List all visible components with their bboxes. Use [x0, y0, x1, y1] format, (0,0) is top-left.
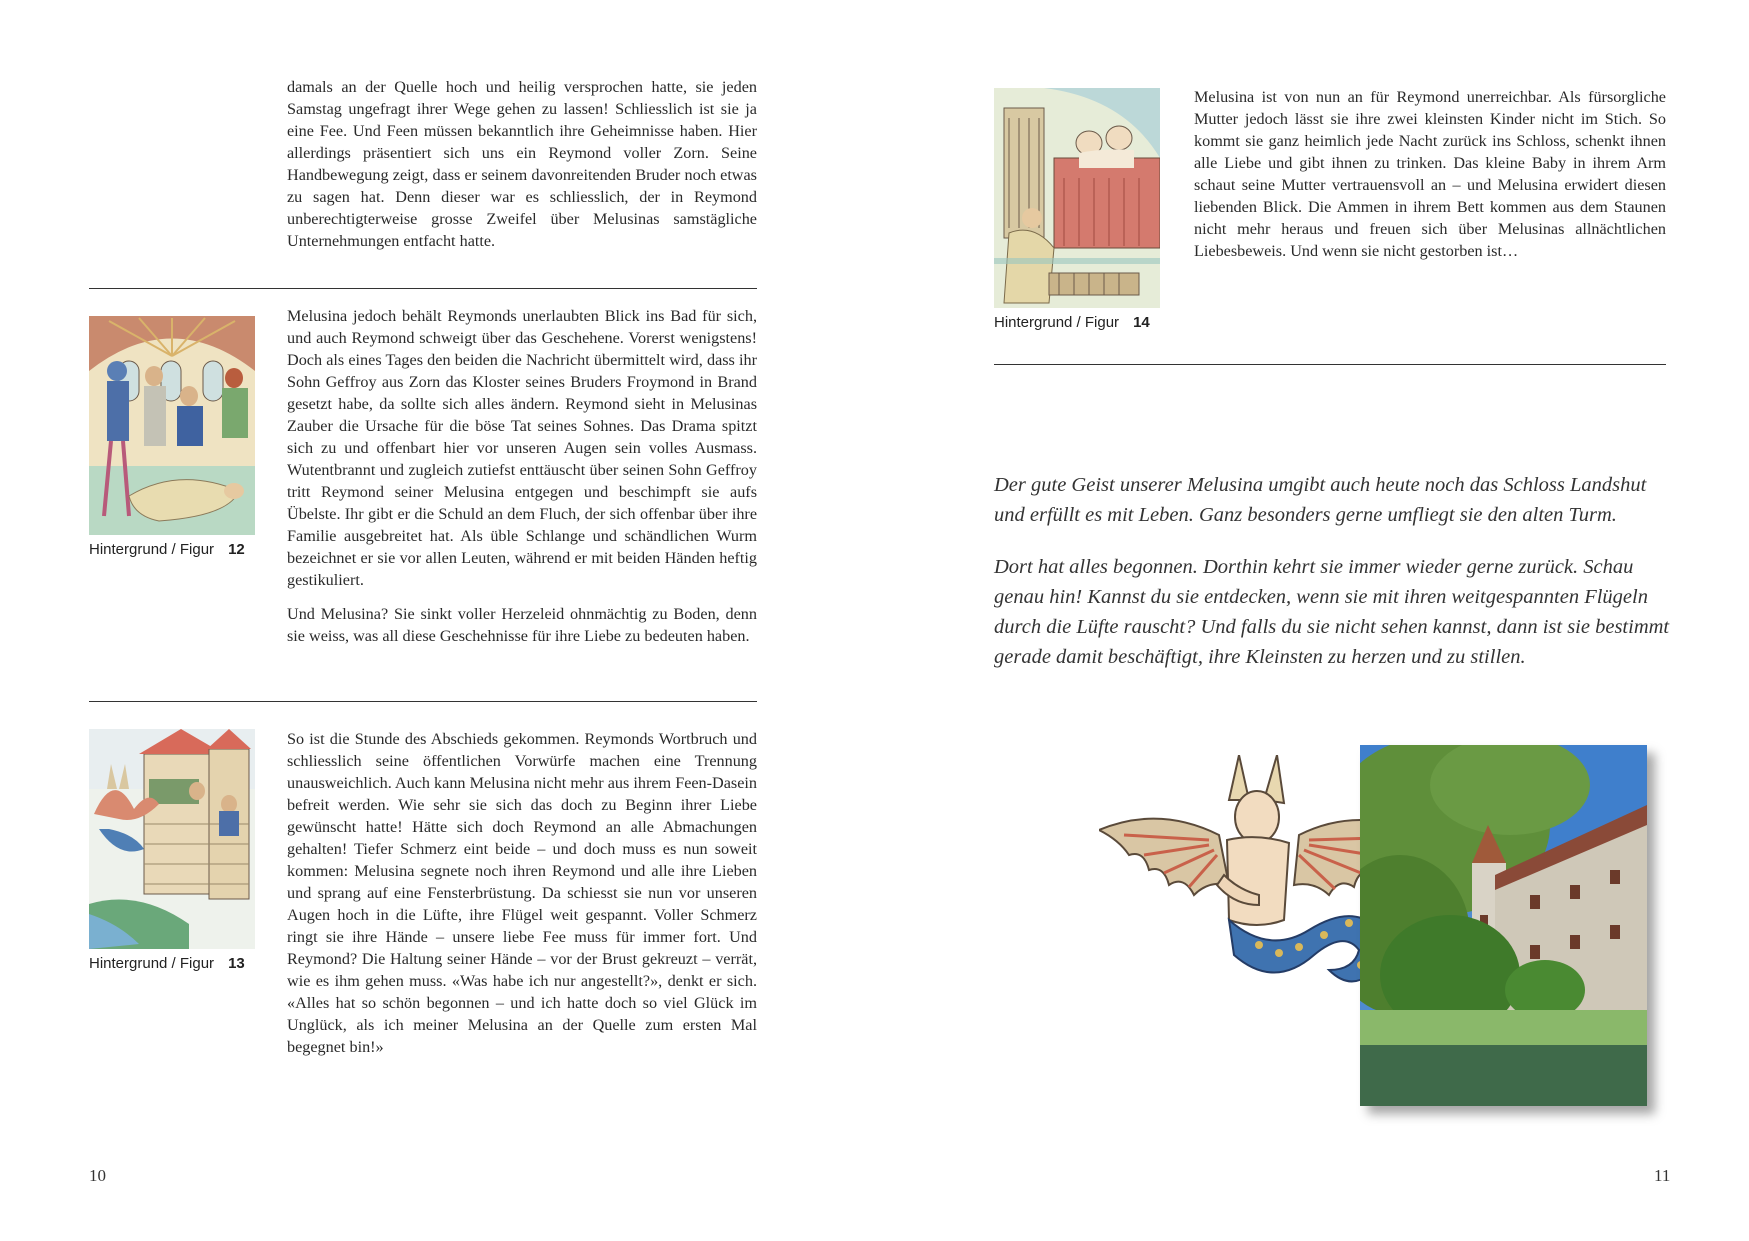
left-page — [0, 0, 874, 1241]
section-divider — [89, 288, 757, 289]
figure-14-caption — [994, 314, 1150, 331]
castle-landshut-photo — [1360, 745, 1647, 1106]
section-13-paragraph-1: So ist die Stunde des Abschieds gekommen. Reymonds Wortbruch und schliesslich seine öffentlichen Vorwürfe machen eine Trennung unausweichlich. Auch kann Melusina nicht mehr aus ihrem Feen-Dasein befreit werden. Wie sehr sie sich das doch zu Beginn ihrer Liebe gewünscht hatte! Hätte sich doch Reymond an alle Abmachungen gehalten! Tiefer Schmerz eint beide – und doch muss es nun soweit kommen: Melusina segnete noch ihren Reymond und alle ihre Lieben und sprang auf eine Fensterbrüstung. Da schiesst sie nun vor unseren Augen hoch in die Lüfte, ihre Flügel weit gespannt. Voller Schmerz ringt sie ihre Hände – unsere liebe Fee muss für immer fort. Und Reymond? Die Haltung seiner Hände – vor der Brust gekreuzt – verrät, wie es ihm gehen muss. «Was habe ich nur angestellt?», denkt er sich. «Alles hat so schön begonnen – und ich hatte doch so viel Glück im Unglück, als ich meiner Melusina an der Quelle zum ersten Mal begegnet bin!» — [287, 730, 757, 1056]
quote-paragraph-2: Dort hat alles begonnen. Dorthin kehrt sie immer wieder gerne zurück. Schau genau hin! Kannst du sie entdecken, wenn sie mit ihren weitgespannten Flügeln durch die Lüfte rauscht? Und falls du sie nicht sehen kannst, dann ist sie bestimmt gerade damit beschäftigt, ihre Kleinsten zu herzen und zu stillen. — [994, 556, 1670, 668]
caption-number: 12 — [228, 541, 245, 558]
caption-label: Hintergrund / Figur — [89, 541, 215, 558]
page-number-right: 11 — [1654, 1166, 1671, 1185]
figure-12-caption — [89, 541, 245, 558]
caption-label: Hintergrund / Figur — [89, 955, 215, 972]
right-page — [874, 0, 1749, 1241]
section-12-text — [287, 305, 757, 659]
quote-paragraph-1: Der gute Geist unserer Melusina umgibt auch heute noch das Schloss Landshut und erfüllt es mit Leben. Ganz besonders gerne umfliegt sie den alten Turm. — [994, 474, 1647, 526]
caption-label: Hintergrund / Figur — [994, 314, 1120, 331]
intro-paragraph: damals an der Quelle hoch und heilig versprochen hatte, sie jeden Samstag ungefragt ihrer Wege gehen zu lassen! Schliesslich ist sie ja eine Fee. Und Feen müssen bekanntlich ihre Geheimnisse haben. Hier allerdings präsentiert sich uns ein Reymond voller Zorn. Seine Handbewegung zeigt, dass er seinem davonreitenden Bruder noch etwas zu sagen hat. Denn dieser war es schliesslich, der in Reymond unberechtigterweise grosse Zweifel über Melusinas samstägliche Unternehmungen entfacht hatte. — [287, 78, 757, 250]
closing-quote — [994, 470, 1674, 694]
figure-14-illustration — [994, 88, 1160, 308]
caption-number: 14 — [1133, 314, 1150, 331]
section-divider — [994, 364, 1666, 365]
figure-13-illustration — [89, 729, 255, 949]
section-divider — [89, 701, 757, 702]
caption-number: 13 — [228, 955, 245, 972]
section-14-paragraph-1: Melusina ist von nun an für Reymond unerreichbar. Als fürsorgliche Mutter jedoch lässt sie ihre zwei kleinsten Kinder nicht im Stich. So kommt sie ganz heimlich jede Nacht zurück ins Schloss, schenkt ihnen alle Liebe und gibt ihnen zu trinken. Das kleine Baby in ihrem Arm schaut seine Mutter vertrauensvoll an – und Melusina erwidert diesen liebenden Blick. Die Ammen in ihrem Bett kommen aus dem Staunen nicht mehr heraus und freuen sich über Melusinas allnächtlichen Liebesbeweis. Und wenn sie nicht gestorben ist… — [1194, 88, 1666, 260]
figure-12-illustration — [89, 316, 255, 535]
figure-13-caption — [89, 955, 245, 972]
page-number-left: 10 — [89, 1166, 106, 1185]
section-12-paragraph-1: Melusina jedoch behält Reymonds unerlaubten Blick ins Bad für sich, und auch Reymond schweigt über das Geschehene. Vorerst wenigstens! Doch als eines Tages den beiden die Nachricht übermittelt wird, dass ihr Sohn Geffroy aus Zorn das Kloster seines Bruders Froymond in Brand gesetzt habe, da sollte sich alles ändern. Reymond sieht in Melusinas Zauber die Ursache für die böse Tat seines Sohnes. Das Drama spitzt sich zu und offenbart hier vor unseren Augen sein volles Ausmass. Wutentbrannt und zugleich zutiefst enttäuscht über seinen Sohn Geffroy tritt Reymond seiner Melusina entgegen und beschimpft sie aufs Übelste. Ihr gibt er die Schuld an dem Fluch, der sich offenbar über ihre Familie ausgebreitet hat. Als üble Schlange und schändlichen Wurm bezeichnet er sie vor allen Leuten, während er mit beiden Händen heftig gestikuliert. — [287, 307, 757, 589]
section-12-paragraph-2: Und Melusina? Sie sinkt voller Herzeleid ohnmächtig zu Boden, denn sie weiss, was all diese Geschehnisse für ihre Liebe zu bedeuten haben. — [287, 605, 757, 645]
